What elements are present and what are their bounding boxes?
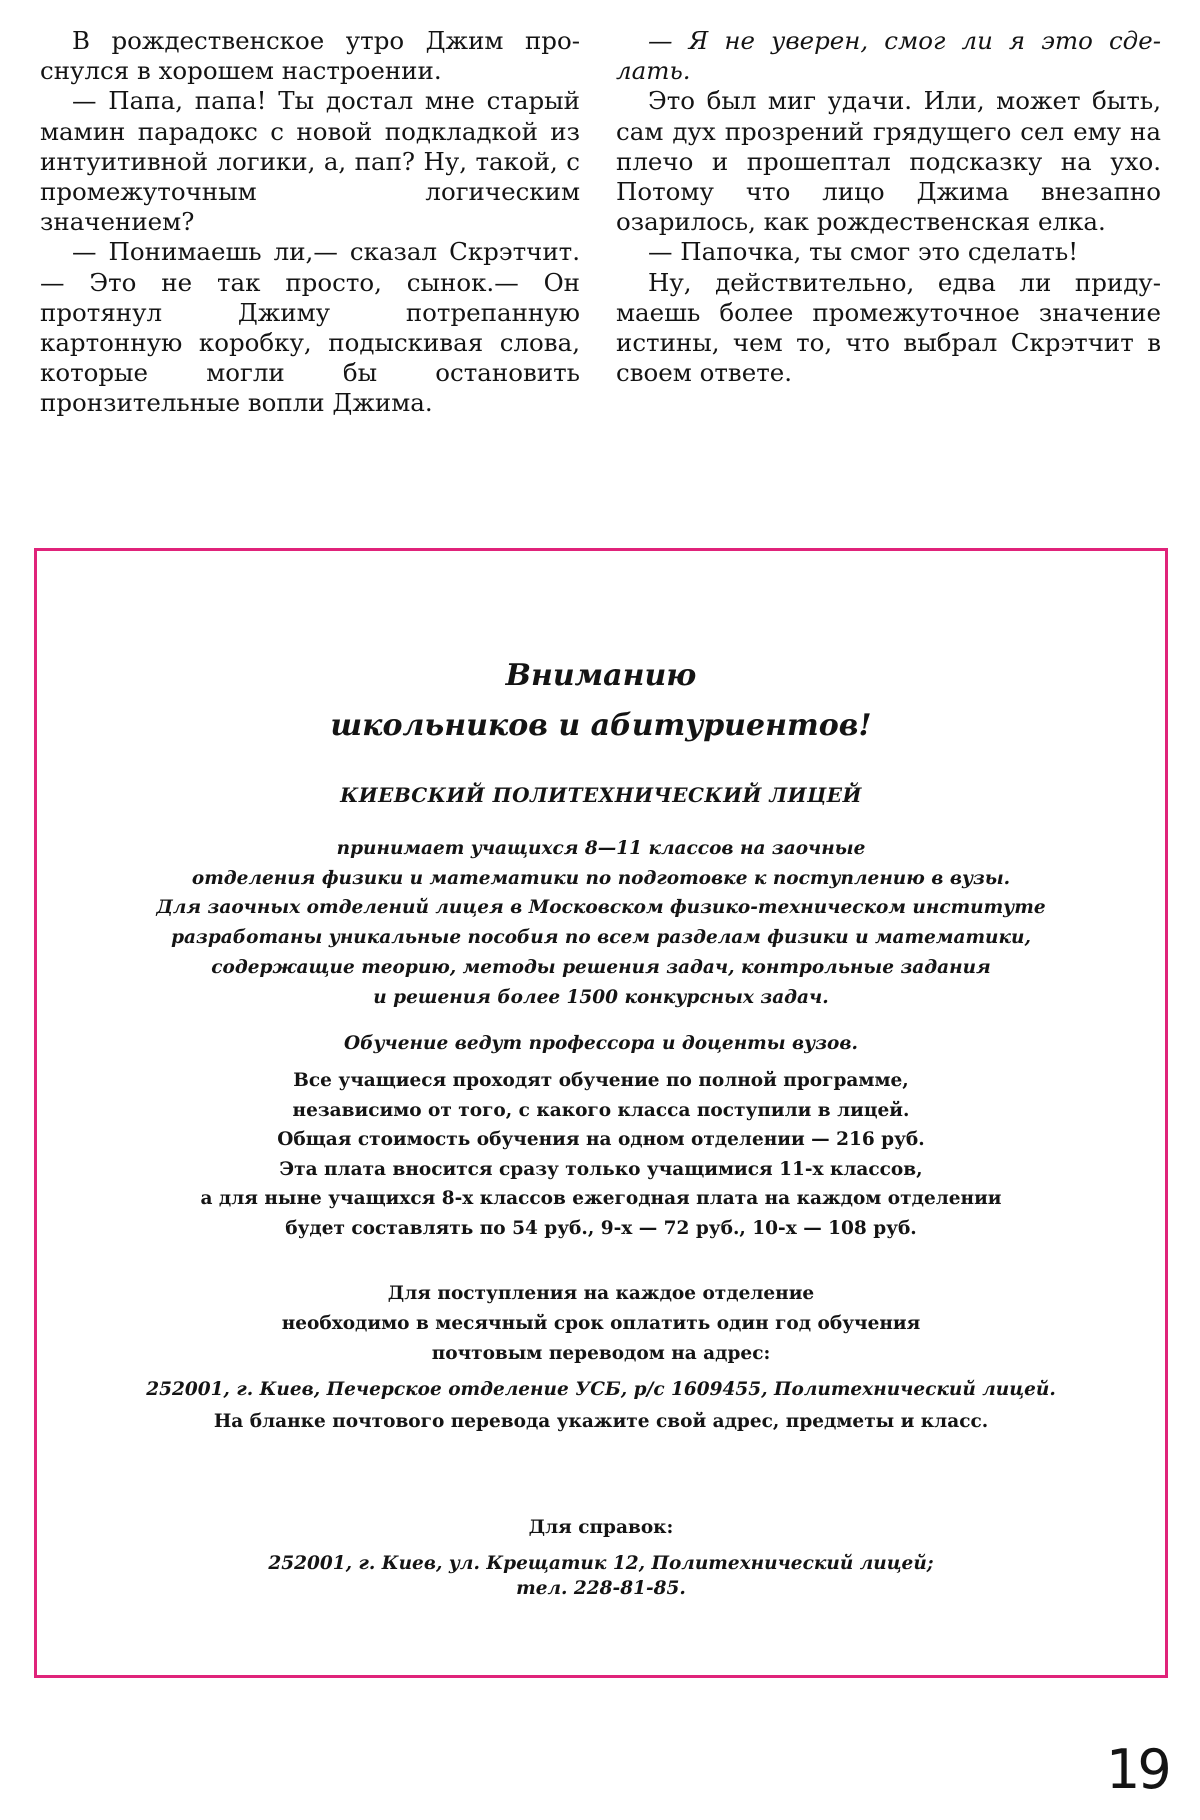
ad-intro-line: содержащие теорию, методы решения задач, контрольные задания [211, 956, 991, 978]
ad-terms-line: Общая стоимость обучения на одном отделении — 216 руб. [277, 1129, 925, 1151]
story-paragraph: Ну, действительно, едва ли придумаешь более промежуточное значение истины, чем то, что выбрал Скрэтчит в своем ответе. [616, 267, 1161, 388]
ad-terms-line: а для ныне учащихся 8-х классов ежегодная плата на каждом отделении [200, 1188, 1002, 1210]
page-number: 19 [1106, 1738, 1169, 1801]
ad-form-note: На бланке почтового перевода укажите свой адрес, предметы и класс. [213, 1411, 989, 1432]
story-paragraph: В рождественское утро Джим проснулся в хорошем настроении. [40, 26, 580, 86]
lyceum-advertisement [34, 548, 1168, 1678]
ad-admission-line: необходимо в месячный срок оплатить один год обучения [281, 1312, 921, 1334]
ad-title [37, 651, 1165, 751]
ad-intro-line: разработаны уникальные пособия по всем разделам физики и математики, [171, 927, 1031, 949]
ad-title-line: школьников и абитуриентов! [330, 708, 872, 743]
ad-reference-address [37, 1551, 1165, 1601]
ad-payment-address: 252001, г. Киев, Печерское отделение УСБ, р/с 1609455, Политехнический лицей. [146, 1379, 1056, 1400]
ad-reference-label: Для справок: [528, 1517, 674, 1538]
story-paragraph: Это был миг удачи. Или, может быть, сам дух прозрений грядущего сел ему на плечо и прошептал подсказку на ухо. Потому что лицо Джима внезапно озарилось, как рождественская елка. [616, 86, 1161, 237]
ad-intro-line: отделения физики и математики по подготовке к поступлению в вузы. [191, 867, 1011, 889]
ad-admission-line: Для поступления на каждое отделение [387, 1283, 815, 1304]
ad-admission-line: почтовым переводом на адрес: [431, 1342, 771, 1364]
ad-terms-line: Эта плата вносится сразу только учащимися 11-х классов, [279, 1158, 923, 1180]
ad-intro [77, 834, 1125, 1012]
ad-admission [77, 1279, 1125, 1368]
story-paragraph: — Папа, папа! Ты достал мне старый мамин парадокс с новой подкладкой из интуитивной логики, а, пап? Ну, такой, с промежуточным логическим значением? [40, 86, 580, 237]
ad-organization: КИЕВСКИЙ ПОЛИТЕХНИЧЕСКИЙ ЛИЦЕЙ [340, 783, 862, 807]
ad-reference-line: 252001, г. Киев, ул. Крещатик 12, Политехнический лицей; [268, 1553, 934, 1574]
story-paragraph: — Я не уверен, смог ли я это сделать. [616, 26, 1161, 86]
ad-teachers-line: Обучение ведут профессора и доценты вузов. [344, 1033, 858, 1054]
story-right-column [616, 26, 1161, 388]
ad-terms-line: независимо от того, с какого класса поступили в лицей. [292, 1099, 910, 1121]
story-paragraph: — Папочка, ты смог это сделать! [648, 237, 1079, 267]
story-left-column [40, 26, 580, 419]
ad-terms-line: будет составлять по 54 руб., 9-х — 72 руб., 10-х — 108 руб. [285, 1217, 917, 1239]
ad-intro-line: Для заочных отделений лицея в Московском физико-техническом институте [156, 897, 1046, 919]
ad-terms [77, 1066, 1125, 1244]
ad-intro-line: принимает учащихся 8—11 классов на заочные [336, 838, 866, 859]
ad-title-line: Вниманию [505, 658, 697, 693]
ad-intro-line: и решения более 1500 конкурсных задач. [373, 986, 829, 1008]
ad-terms-line: Все учащиеся проходят обучение по полной программе, [293, 1070, 909, 1091]
story-paragraph: — Понимаешь ли,— сказал Скрэтчит.— Это не так просто, сынок.— Он протянул Джиму потрепанную картонную коробку, подыскивая слова, которые могли бы остановить пронзительные вопли Джима. [40, 237, 580, 418]
ad-reference-line: тел. 228-81-85. [516, 1578, 686, 1599]
